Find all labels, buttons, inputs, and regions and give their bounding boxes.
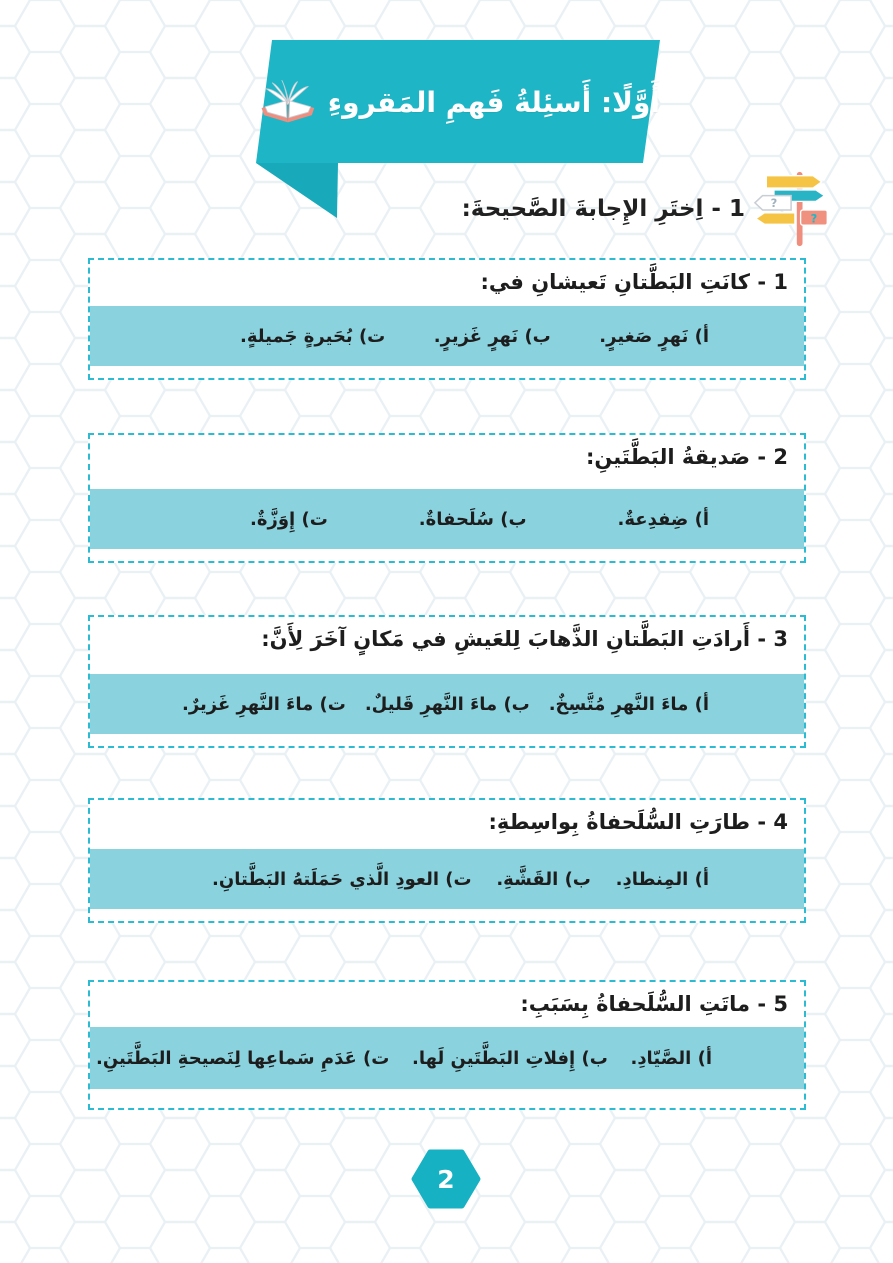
svg-text:?: ? (810, 211, 818, 226)
open-book-icon (258, 67, 318, 137)
options-stripe (90, 849, 804, 909)
question-box-1 (88, 258, 806, 380)
banner (258, 58, 660, 146)
question-box-3 (88, 615, 806, 748)
option-a[interactable]: أ) نَهرٍ صَغيرٍ. (599, 325, 709, 347)
option-a[interactable]: أ) الصَّيّادِ. (630, 1047, 712, 1069)
option-b[interactable]: ب) نَهرٍ غَزيرٍ. (433, 325, 551, 347)
page-number-badge (411, 1148, 481, 1210)
question-box-2 (88, 433, 806, 563)
options-stripe (90, 1027, 804, 1089)
option-b[interactable]: ب) إِفلاتِ البَطَّتَينِ لَها. (412, 1047, 608, 1069)
options-stripe (90, 489, 804, 549)
option-t[interactable]: ت) العودِ الَّذي حَمَلَتهُ البَطَّتانِ. (212, 868, 472, 890)
page-number: 2 (437, 1164, 455, 1194)
svg-text:?: ? (770, 196, 778, 211)
options-stripe (90, 306, 804, 366)
option-t[interactable]: ت) عَدَمِ سَماعِها لِنَصيحةِ البَطَّتَينِ. (96, 1047, 390, 1069)
option-t[interactable]: ت) بُحَيرةٍ جَميلةٍ. (240, 325, 386, 347)
option-t[interactable]: ت) ماءَ النَّهرِ غَزيرٌ. (182, 693, 346, 715)
option-a[interactable]: أ) ضِفدِعةٌ. (617, 508, 709, 530)
option-b[interactable]: ب) سُلَحفاةٌ. (418, 508, 527, 530)
options-row (90, 674, 804, 734)
question-box-5 (88, 980, 806, 1110)
question-prompt: 1 - كانَتِ البَطَّتانِ تَعيشانِ في: (480, 270, 788, 294)
option-a[interactable]: أ) ماءَ النَّهرِ مُتَّسِخٌ. (548, 693, 709, 715)
question-prompt: 5 - ماتَتِ السُّلَحفاةُ بِسَبَبِ: (520, 992, 788, 1016)
question-box-4 (88, 798, 806, 923)
option-b[interactable]: ب) ماءَ النَّهرِ قَليلٌ. (364, 693, 530, 715)
question-prompt: 4 - طارَتِ السُّلَحفاةُ بِواسِطةِ: (488, 810, 788, 834)
option-t[interactable]: ت) إِوَزَّةٌ. (250, 508, 328, 530)
options-stripe (90, 674, 804, 734)
section-heading-text: 1 - اِختَرِ الإِجابةَ الصَّحيحةَ: (461, 196, 745, 222)
option-a[interactable]: أ) المِنطادِ. (615, 868, 709, 890)
options-row (90, 1027, 804, 1089)
options-row (90, 489, 804, 549)
option-b[interactable]: ب) القَشَّةِ. (496, 868, 591, 890)
banner-title: أَوَّلًا: أَسئِلةُ فَهمِ المَقروءِ (327, 85, 660, 119)
options-row (90, 306, 804, 366)
section-heading (462, 166, 833, 252)
options-row (90, 849, 804, 909)
question-prompt: 3 - أَرادَتِ البَطَّتانِ الذَّهابَ لِلعَيشِ في مَكانٍ آخَرَ لِأَنَّ: (261, 627, 788, 651)
question-prompt: 2 - صَديقةُ البَطَّتَينِ: (586, 445, 788, 469)
signpost-icon (753, 168, 833, 250)
